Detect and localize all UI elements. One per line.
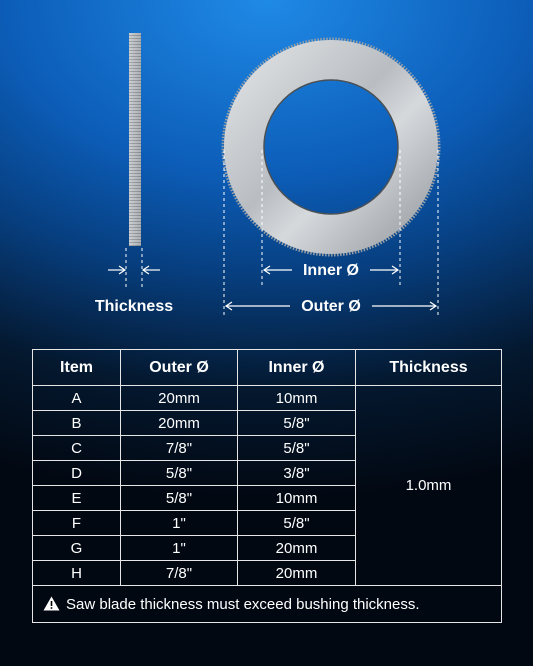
cell-outer: 7/8" xyxy=(121,436,238,461)
cell-outer: 1" xyxy=(121,536,238,561)
cell-outer: 1" xyxy=(121,511,238,536)
cell-item: E xyxy=(33,486,121,511)
cell-item: H xyxy=(33,561,121,586)
note-cell xyxy=(33,586,502,623)
cell-item: C xyxy=(33,436,121,461)
warning-icon xyxy=(43,596,60,611)
cell-inner: 5/8" xyxy=(238,436,356,461)
header-outer-diameter: Outer Ø xyxy=(121,350,238,386)
table-row xyxy=(33,386,502,411)
cell-item: G xyxy=(33,536,121,561)
cell-inner: 10mm xyxy=(238,486,356,511)
cell-thickness: 1.0mm xyxy=(356,386,502,586)
cell-outer: 20mm xyxy=(121,411,238,436)
cell-item: F xyxy=(33,511,121,536)
header-thickness: Thickness xyxy=(356,350,502,386)
cell-item: A xyxy=(33,386,121,411)
bushing-front-view xyxy=(223,39,439,255)
cell-inner: 3/8" xyxy=(238,461,356,486)
cell-outer: 7/8" xyxy=(121,561,238,586)
cell-inner: 20mm xyxy=(238,561,356,586)
cell-inner: 20mm xyxy=(238,536,356,561)
bushing-side-view xyxy=(108,33,160,288)
cell-outer: 5/8" xyxy=(121,461,238,486)
cell-inner: 5/8" xyxy=(238,411,356,436)
size-table xyxy=(32,349,502,623)
header-inner-diameter: Inner Ø xyxy=(238,350,356,386)
inner-diameter-label: Inner Ø xyxy=(302,262,359,279)
table-header-row xyxy=(33,350,502,386)
cell-inner: 10mm xyxy=(238,386,356,411)
note-row xyxy=(33,586,502,623)
note-text: Saw blade thickness must exceed bushing thickness. xyxy=(66,595,420,613)
outer-diameter-label: Outer Ø xyxy=(301,298,361,315)
cell-outer: 20mm xyxy=(121,386,238,411)
cell-inner: 5/8" xyxy=(238,511,356,536)
header-item: Item xyxy=(33,350,121,386)
cell-item: D xyxy=(33,461,121,486)
cell-item: B xyxy=(33,411,121,436)
thickness-label: Thickness xyxy=(94,298,174,315)
cell-outer: 5/8" xyxy=(121,486,238,511)
